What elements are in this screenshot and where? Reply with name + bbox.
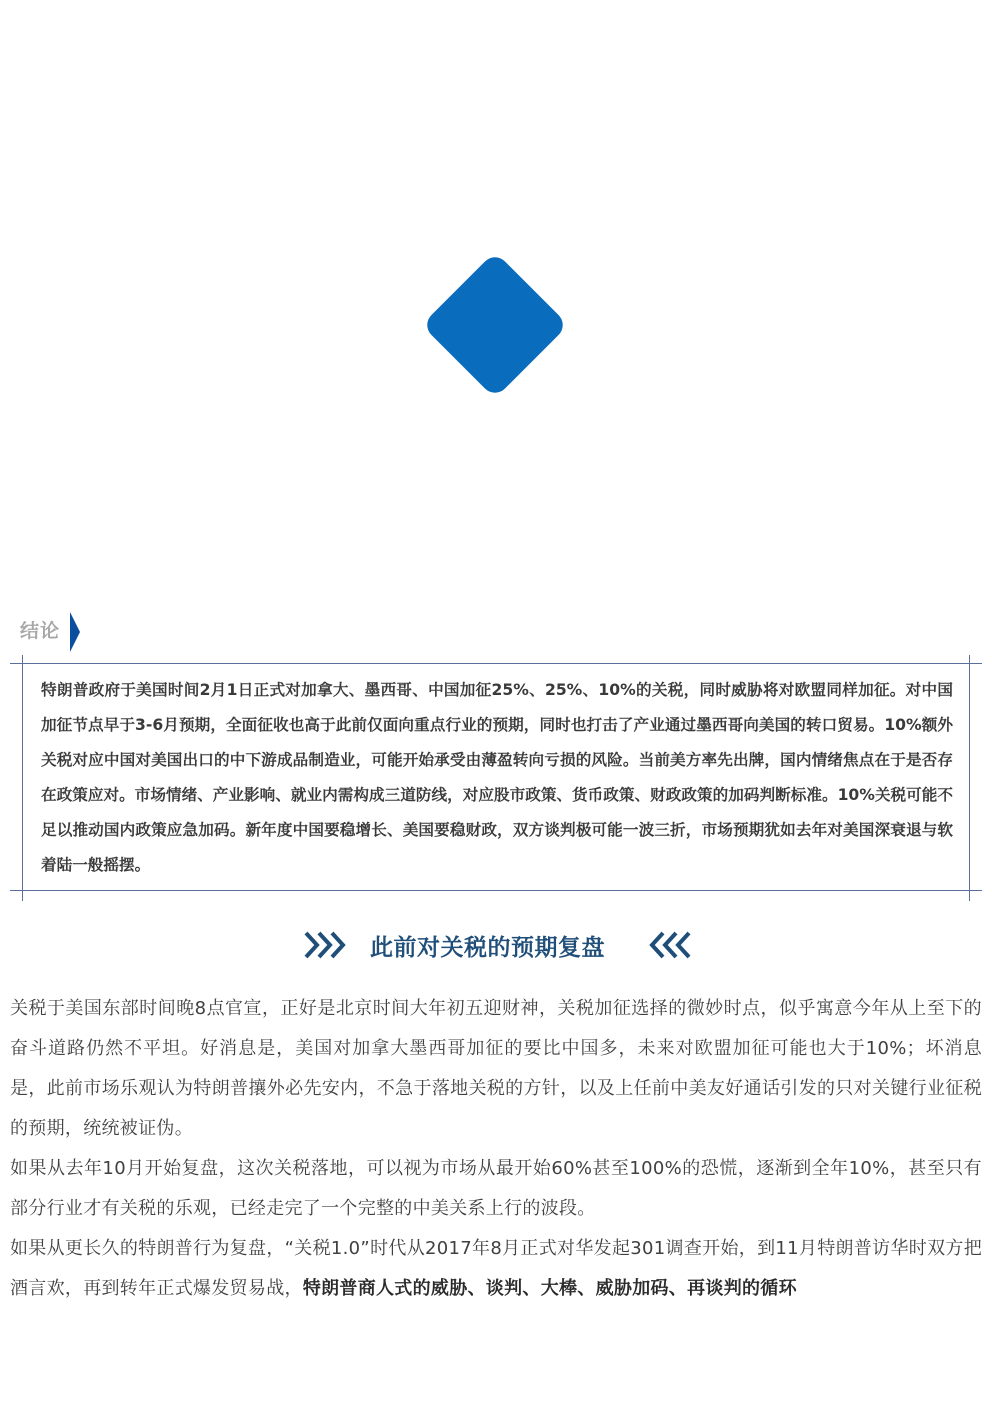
conclusion-text: 特朗普政府于美国时间2月1日正式对加拿大、墨西哥、中国加征25%、25%、10%的关税，同时威胁将对欧盟同样加征。对中国加征节点早于3-6月预期，全面征收也高于此前仅面向重点行业的预期，同时也打击了产业通过墨西哥向美国的转口贸易。10%额外关税对应中国对美国出口的中下游成品制造业，可能开始承受由薄盈转向亏损的风险。当前美方率先出牌，国内情绪焦点在于是否存在政策应对。市场情绪、产业影响、就业内需构成三道防线，对应股市政策、货币政策、财政政策的加码判断标准。10%关税可能不足以推动国内政策应急加码。新年度中国要稳增长、美国要稳财政，双方谈判极可能一波三折，市场预期犹如去年对美国深衰退与软着陆一般摇摆。	[41, 681, 953, 874]
section-header	[0, 920, 992, 970]
paragraph-3-text: 如果从更长久的特朗普行为复盘，“关税1.0”时代从2017年8月正式对华发起301调查开始，到11月特朗普访华时双方把酒言欢，再到转年正式爆发贸易战，	[10, 1238, 982, 1299]
paragraph-3	[10, 1229, 982, 1309]
chevron-right-icon	[69, 612, 81, 652]
paragraph-2: 如果从去年10月开始复盘，这次关税落地，可以视为市场从最开始60%甚至100%的恐慌，逐渐到全年10%，甚至只有部分行业才有关税的乐观，已经走完了一个完整的中美关系上行的波段。	[10, 1158, 982, 1219]
box-right-border	[969, 655, 970, 901]
conclusion-label: 结论	[20, 620, 61, 642]
double-chevron-left-icon	[646, 930, 692, 960]
box-left-border	[22, 655, 23, 901]
box-bottom-border	[10, 890, 982, 891]
section-title: 此前对关税的预期复盘	[370, 935, 605, 961]
paragraph-3-emphasis: 特朗普商人式的威胁、谈判、大棒、威胁加码、再谈判的循环	[302, 1278, 797, 1299]
box-top-border	[10, 663, 982, 664]
diamond-decoration	[421, 251, 568, 398]
body-text	[10, 989, 982, 1309]
double-chevron-right-icon	[303, 930, 349, 960]
paragraph-1: 关税于美国东部时间晚8点官宣，正好是北京时间大年初五迎财神，关税加征选择的微妙时点，似乎寓意今年从上至下的奋斗道路仍然不平坦。好消息是，美国对加拿大墨西哥加征的要比中国多，未来对欧盟加征可能也大于10%；坏消息是，此前市场乐观认为特朗普攘外必先安内，不急于落地关税的方针，以及上任前中美友好通话引发的只对关键行业征税的预期，统统被证伪。	[10, 998, 982, 1139]
